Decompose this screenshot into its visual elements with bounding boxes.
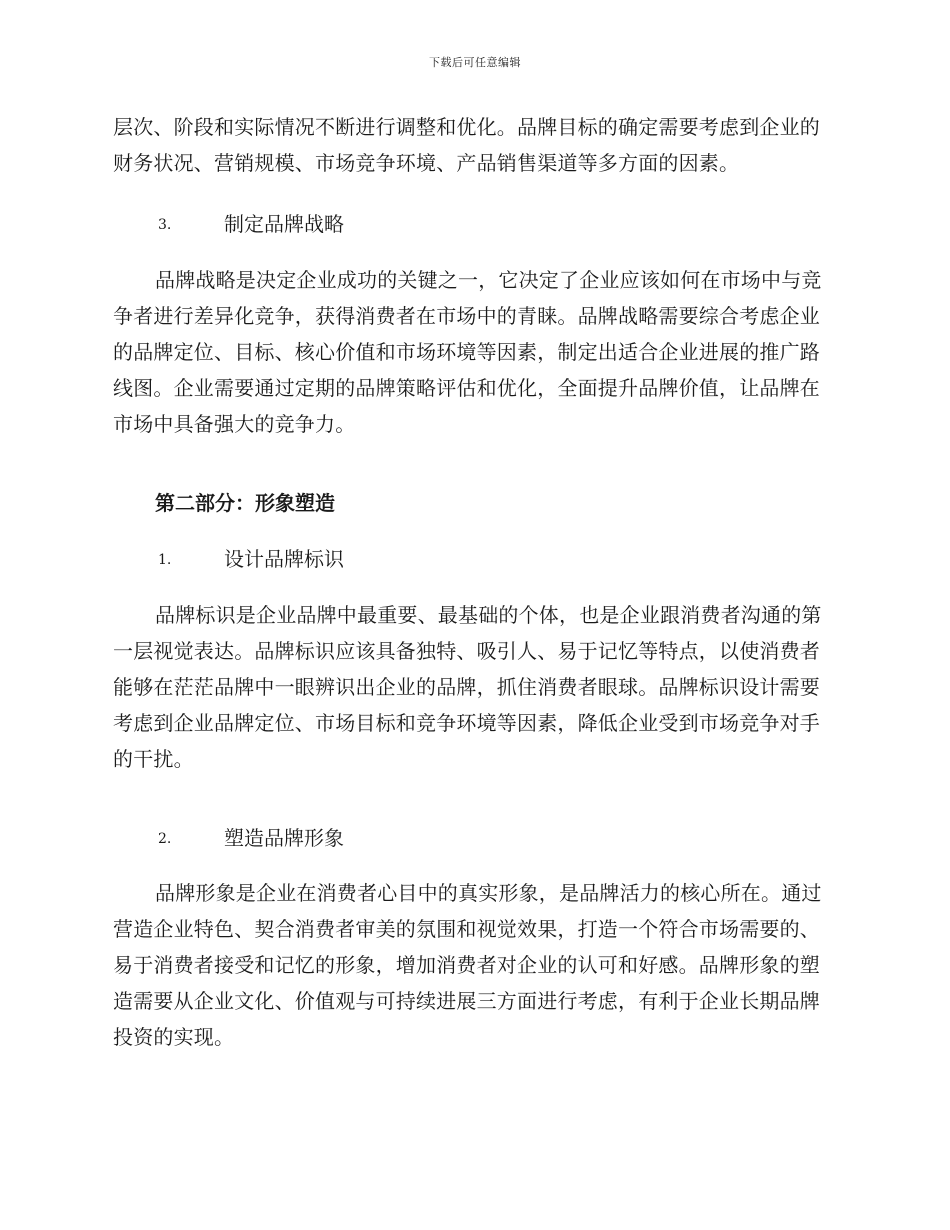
list-item-brand-image: [158, 824, 344, 853]
page-header: 下载后可任意编辑: [429, 56, 521, 69]
list-number: 1.: [158, 552, 172, 568]
paragraph-brand-logo: 品牌标识是企业品牌中最重要、最基础的个体，也是企业跟消费者沟通的第一层视觉表达。品牌标识应该具备独特、吸引人、易于记忆等特点，以使消费者能够在茫茫品牌中一眼辨识出企业的品牌，抓住消费者眼球。品牌标识设计需要考虑到企业品牌定位、市场目标和竞争环境等因素，降低企业受到市场竞争对手的干扰。: [113, 603, 822, 771]
list-item-brand-strategy: [158, 210, 344, 239]
list-number: 2.: [158, 831, 172, 847]
list-item-title: 制定品牌战略: [224, 212, 344, 236]
paragraph-brand-image: 品牌形象是企业在消费者心目中的真实形象，是品牌活力的核心所在。通过营造企业特色、契合消费者审美的氛围和视觉效果，打造一个符合市场需要的、易于消费者接受和记忆的形象，增加消费者对企业的认可和好感。品牌形象的塑造需要从企业文化、价值观与可持续进展三方面进行考虑，有利于企业长期品牌投资的实现。: [113, 881, 822, 1049]
list-item-title: 设计品牌标识: [224, 547, 344, 571]
list-item-title: 塑造品牌形象: [224, 826, 344, 850]
list-item-brand-logo: [158, 545, 344, 574]
list-number: 3.: [158, 217, 172, 233]
paragraph-brand-strategy: 品牌战略是决定企业成功的关键之一，它决定了企业应该如何在市场中与竞争者进行差异化竞争，获得消费者在市场中的青睐。品牌战略需要综合考虑企业的品牌定位、目标、核心价值和市场环境等因素，制定出适合企业进展的推广路线图。企业需要通过定期的品牌策略评估和优化，全面提升品牌价值，让品牌在市场中具备强大的竞争力。: [113, 268, 822, 436]
paragraph-brand-goals: 层次、阶段和实际情况不断进行调整和优化。品牌目标的确定需要考虑到企业的财务状况、营销规模、市场竞争环境、产品销售渠道等多方面的因素。: [113, 115, 820, 175]
section-heading: 第二部分：形象塑造: [155, 491, 335, 515]
